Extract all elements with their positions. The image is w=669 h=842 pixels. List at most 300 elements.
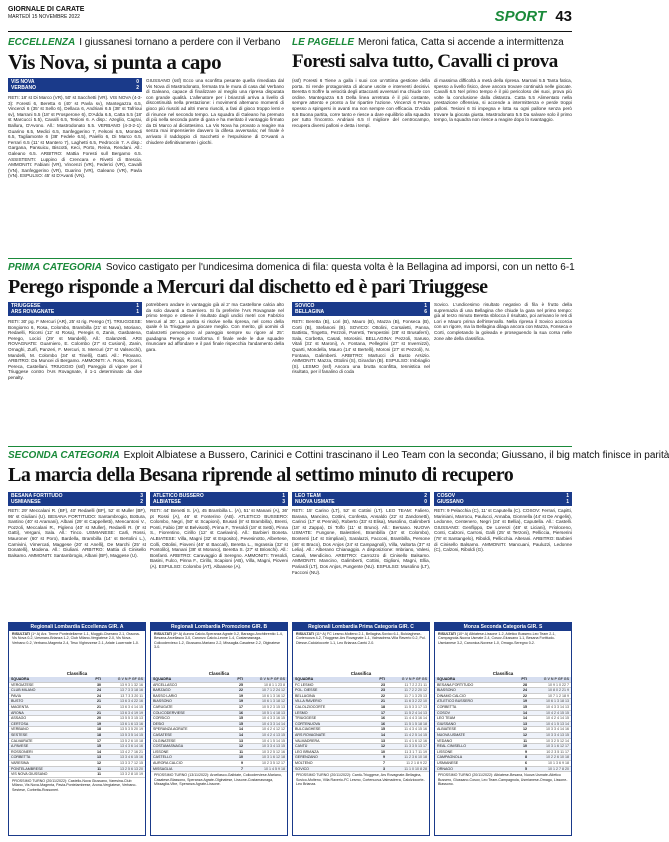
table-cell: 15 (97, 744, 101, 749)
table-cell: AURORA CALCIO (153, 760, 183, 765)
table-cell: 15 (239, 721, 243, 726)
table-cell: VARESINA (11, 760, 29, 765)
results-list: (11^ A) FC Lesmo-Molteno 2-1, Bellagina-Sovico 6-1, Bulciaghese-Cortenuova 4-2, Triuggese-Ars Rovagnate 1-1, Valmadrera-Villa Raverio 0-2, Pol. Diesse-Calolziocorte 1-1, Leo Brianza-Cantù 2-0. (296, 632, 426, 645)
table-cell: CERTOSA (11, 721, 29, 726)
table-cell: CASATESE (153, 732, 172, 737)
section-name: SPORT (494, 8, 546, 25)
table-cell: 10 3 1 6 12 18 (262, 755, 285, 760)
table-cell: 13 3 2 8 10 19 (120, 772, 143, 777)
art3-scorebox (8, 302, 142, 316)
table-cell: 10 8 0 2 21 9 (548, 688, 569, 693)
table-cell: COLICODERVIESE (153, 710, 185, 715)
team-goals: 2 (140, 499, 143, 505)
table-cell: 21 (97, 704, 101, 709)
score-row (11, 85, 139, 91)
table-cell: 10 3 1 6 12 17 (546, 744, 569, 749)
table-cell: BESANA FORTITUDO (437, 682, 474, 687)
table-cell: COSOV (437, 710, 450, 715)
table-cell: A.PAVESE (11, 744, 29, 749)
table-cell: ARONA (11, 710, 24, 715)
table-cell: 13 5 3 5 20 19 (120, 727, 143, 732)
table-cell: BIASSONO (153, 699, 172, 704)
standings-title: Monza Seconda Categoria GIR. S (435, 623, 571, 631)
table-cell: 12 (239, 744, 243, 749)
table-cell: 11 7 1 3 25 13 (404, 693, 427, 698)
team-goals: 1 (566, 499, 569, 505)
table-cell: TRIUGGESE (295, 716, 317, 721)
table-cell: 10 4 3 3 16 15 (262, 716, 285, 721)
table-cell: OLGINATESE (153, 738, 176, 743)
standings-title: Regionali Lombardia Prima Categoria GIR. C (293, 623, 429, 631)
header-cell: PTI (237, 677, 243, 681)
table-cell: 17 (239, 704, 243, 709)
table-cell: 10 (381, 749, 385, 754)
team-name: COSOV (437, 493, 456, 499)
art1-body: GIUSSANO (ssf) Ecco una sconfitta pesante quella rimediata dal Vis Nova di Mastrodonato, fermata tra le mura di casa dal Verbano di Galeano, capace di finalizzare al meglio una ripresa disputata con grande qualità. L'allenatore per i brianzoli arriva a livello di discontinuità nella prestazione: i movimenti alternano momenti di gioco più riusciti ad altri meno riusciti, a fasi di gioco troppo lenti e di rinunce nel secondo tempo. La squadra di Galeano ha premuto di più nella seconda parte di gara e ha meritato il vantaggio firmato da Di Marco al diciottesimo. La Vis Nova ha provato a reagire ma senza mai impensierire davvero la difesa avversaria; nel finale è arrivato il raddoppio di Sacchetti e l'espulsione di D'Avanti a chiudere definitivamente i giochi. (146, 78, 284, 145)
table-cell: 10 6 1 3 18 13 (546, 699, 569, 704)
art1-kicker (8, 37, 284, 49)
table-cell: 13 2 5 6 13 20 (120, 766, 143, 771)
table-cell: 10 4 2 4 15 15 (546, 710, 569, 715)
table-cell: 10 4 1 5 14 15 (262, 738, 285, 743)
table-cell: 3 (383, 766, 385, 771)
next-round-text: PROSSIMO TURNO (20/11/2022): Castello-Nova Giussano, Varesina-Club Milano, Vis Nova-Magenta, Pavia-Pontelambrese, Arona-Vergiatese, Verbano-Sestese, Corbetta-Rossoneri. (12, 778, 137, 792)
table-cell: 17 (381, 710, 385, 715)
table-cell: ORNAGO (437, 766, 453, 771)
standings-label: Classifica (492, 671, 514, 676)
mini-report-text: RETI: 9 Pelacchia (C), 11' st Caputella (C). COSOV: Ferrari, Capitti, Mariniani, Marrocu, Paulucci, Annaba, Gionnella (44' st De Angelis), Ledonne, Centenero, Negri (24' st Bellia), Caputella. All.: Castelli. GIUSSANO: Genflippo, De Lorenzi (48' st Liciani), Frioloceno, Conti, Calzoni, Carroni, Galli (25' st Terzoni), Pelliccia, Pierserini (78' st Santangelo), Riboldi, Pellicchia. Alterani. ARBITRO: Barbieri di Cinisello Balsamo. AMMONITI: Mancuani, Pauluzzi, Ledonne (C), Calzoni, Riboldi (G). (434, 508, 572, 553)
table-cell: ROSSONERI (11, 749, 33, 754)
team-goals: 0 (136, 79, 139, 85)
standings-box (434, 622, 572, 836)
table-cell: 10 3 3 4 13 15 (262, 744, 285, 749)
table-cell: 21 (97, 710, 101, 715)
mini-scorebox (292, 492, 430, 506)
table-cell: 28 (523, 682, 527, 687)
table-cell: 13 9 3 1 32 16 (120, 682, 143, 687)
table-cell: ASSAGO (11, 716, 27, 721)
table-cell: DESIO (153, 721, 165, 726)
table-cell: 10 8 1 1 23 8 (264, 682, 285, 687)
masthead (8, 6, 572, 32)
table-cell: LEO TEAM (437, 716, 456, 721)
header-cell: SQUADRA (153, 677, 172, 681)
table-cell: ARCELLASCO (153, 682, 178, 687)
table-cell: 9 (383, 755, 385, 760)
team-goals: 1 (282, 493, 285, 499)
table-cell: 15 (239, 716, 243, 721)
header-cell: G V N P GF GS (117, 677, 143, 681)
table-cell: BIASSONO (437, 688, 456, 693)
table-cell: 13 4 2 7 16 21 (120, 749, 143, 754)
table-cell: BELLAGINA (295, 693, 315, 698)
table-cell: 11 (97, 766, 101, 771)
table-cell: VEDANO (437, 738, 453, 743)
table-cell: 10 3 3 4 14 16 (546, 727, 569, 732)
table-cell: 15 (523, 704, 527, 709)
table-cell: 6 (525, 760, 527, 765)
table-cell: 12 (381, 744, 385, 749)
table-cell: 10 7 1 2 24 12 (262, 688, 285, 693)
standings-table (9, 677, 145, 778)
table-cell: 13 6 3 4 19 19 (120, 710, 143, 715)
table-cell: 9 (241, 760, 243, 765)
team-name: LEO TEAM (295, 493, 321, 499)
standings-title: Regionali Lombardia Promozione GIR. B (151, 623, 287, 631)
table-cell: MAGENTA (11, 704, 29, 709)
table-cell: 10 4 2 4 14 15 (546, 716, 569, 721)
standings-table (435, 677, 571, 772)
table-cell: 19 (97, 721, 101, 726)
team-name: BELLAGINA (295, 309, 325, 315)
header-cell: PTI (521, 677, 527, 681)
table-cell: 16 (381, 716, 385, 721)
results-text (293, 631, 429, 671)
table-cell: 10 9 1 0 22 7 (548, 682, 569, 687)
score-row (295, 499, 427, 505)
table-cell: CLUB MILANO (11, 688, 36, 693)
results-label: RISULTATI (438, 632, 456, 636)
table-cell: 7 (383, 760, 385, 765)
table-cell: 16 (239, 710, 243, 715)
art1-headline: Vis Nova, si punta a capo (8, 50, 222, 74)
table-cell: 19 (239, 699, 243, 704)
table-cell: 24 (97, 688, 101, 693)
table-cell: 10 4 3 3 14 14 (262, 721, 285, 726)
art2-body-col1: (ssf) Foresti 6 Tiene a galla i suoi con un'ottima gestione della porta. Si rende protagonista di alcune uscite e interventi decisivi. Beretta 6 Soffre la velocità degli attaccanti avversari ma chiude con ordine. Mantegazza 6.5 Della linea arretrata è il più costante, sempre attento e pronto a far ripartire l'azione. Vincenzi 6 Prova spesso a spingersi in avanti ma non sempre con efficacia. D'Adda 6.5 Buona partita, corre tanto e riesce a dare equilibrio alla squadra per tutto l'incontro. Andriani 6.5 Il migliore del centrocampo, recupera diversi palloni e detta i tempi. (292, 78, 430, 128)
score-row (437, 499, 569, 505)
standings-label: Classifica (350, 671, 372, 676)
table-cell: ALBIATESE (437, 727, 457, 732)
table-cell: 10 (239, 755, 243, 760)
table-cell: 13 6 3 4 22 16 (120, 699, 143, 704)
table-cell: 11 1 0 10 8 28 (404, 766, 427, 771)
table-cell: 13 7 3 3 20 11 (120, 693, 143, 698)
header-cell: PTI (379, 677, 385, 681)
mini-scorebox (150, 492, 288, 506)
table-cell: CORBETTA (437, 704, 457, 709)
art2-subtitle: Meroni fatica, Catta si accende a intermittenza (358, 37, 564, 48)
table-cell: CALVAIRATE (11, 738, 33, 743)
table-cell: LISSONE (437, 749, 453, 754)
team-goals: 2 (136, 85, 139, 91)
results-list: (1^ A) Arz. Terme Pontedellarme 1-1, Muggiò-Ciserano 2-1, Ossona-Vis Nova 0-2, Uesmaro-Brianza 1-2, Club Milano-Vergiatese 2-0, Vis Nova-Verbano 0-2, Verbano-Magenta 2-4, Teso Vighezzese 2-1, Arlate Lucernate 1-0. (12, 632, 140, 645)
team-name: TRIUGGESE (11, 303, 41, 309)
score-row (11, 499, 143, 505)
table-cell: 22 (523, 693, 527, 698)
standings-title: Regionali Lombardia Eccellenza GIR. A (9, 623, 145, 631)
table-cell: ARS ROVAGNATE (295, 732, 326, 737)
table-cell: CORBETTA (11, 755, 31, 760)
team-name: BESANA FORTITUDO (11, 493, 63, 499)
table-cell: SOVICO (295, 766, 309, 771)
table-cell: 9 (525, 749, 527, 754)
team-goals: 6 (424, 309, 427, 315)
table-cell: 11 2 3 6 10 18 (404, 755, 427, 760)
table-cell: CORTENUOVA (295, 721, 321, 726)
table-cell: 11 5 2 4 14 13 (404, 710, 427, 715)
table-cell: 11 (239, 749, 243, 754)
sec-headline: La marcia della Besana riprende al settimo minuto di recupero (8, 464, 514, 486)
table-cell: LISSONE (153, 749, 169, 754)
standings-label: Classifica (208, 671, 230, 676)
table-cell: 24 (97, 693, 101, 698)
sec-kicker-label: SECONDA CATEGORIA (8, 450, 120, 461)
table-cell: 11 (523, 738, 527, 743)
table-cell: 10 4 2 4 12 12 (262, 727, 285, 732)
table-cell: 19 (523, 699, 527, 704)
team-goals: 1 (136, 309, 139, 315)
team-name: ARS ROVAGNATE (11, 309, 55, 315)
team-goals: 2 (424, 493, 427, 499)
table-cell: 8 (525, 755, 527, 760)
table-cell: 14 (381, 732, 385, 737)
table-cell: 13 (239, 738, 243, 743)
table-cell: FC LESMO (295, 682, 314, 687)
strip-headline: Perego risponde a Mercuri dal dischetto ed è pari Triuggese (8, 276, 488, 298)
table-cell: VIS NOVA GIUSSANO (11, 772, 48, 777)
table-cell: 12 (523, 727, 527, 732)
table-cell: 14 (239, 732, 243, 737)
header-cell: G V N P GF GS (543, 677, 569, 681)
score-row (153, 499, 285, 505)
table-cell: 11 4 3 4 15 16 (404, 727, 427, 732)
table-cell: 11 6 3 2 22 10 (404, 699, 427, 704)
table-cell: 18 (97, 727, 101, 732)
table-cell: 13 (523, 721, 527, 726)
standings-box (150, 622, 288, 836)
sec-subtitle: Exploit Albiatese a Bussero, Carinici e Cottini trascinano il Leo Team con la seconda; Giussano, il big match finisce in parità (123, 450, 669, 461)
standings-table (151, 677, 287, 772)
next-round-text: PROSSIMO TURNO (20/11/2022): Albiatese-Besana, Nuova Usmate-Atletico Bussero, Giussano-Cosov, Leo Team-Campagnola, Usmianese-Ornago, Lissone-Biassono. (438, 773, 568, 786)
art2-kicker-label: LE PAGELLE (292, 37, 355, 48)
table-cell: 22 (239, 688, 243, 693)
table-cell: REAL CINISELLO (437, 744, 467, 749)
divider (8, 258, 572, 259)
table-cell: 13 5 5 3 15 13 (120, 716, 143, 721)
art1-lineups: RETI: 18' st Di Marco (VR), 50' st Sacchetti (VR). VIS NOVA (4-3-3): Foresti 6, Beretta 6 (40' st Pavla sv), Mantegazza 6.5, Vincenzi 6 (35' st Sello 6), Dellaca 6, Andriani 6.5 (38' st Tafrioui sv), Marrani 5.5 (18' st Prosperone 6), D'Adda 6.5, Catta 5.5 (18' st Marcucci 5.5), Cavalli 6.5, Tesioni 6. A disp.: Azeglio, Cagrai, Ballura, D'Avono. All.: Mastrodonato 5.5. VERBANO (4-3-2-1): Guarino 6.5, Medici 6.5, Sanfeggerino 7, Felsoni 6.5, Montedi 6.5, Tagliamonte 6 (38' Fedele 6.5), Paiello 6, Di Marco 6.5, Ferrari 6.5 (11' st Mantero 7), Laghetti 6.5, Pedroccin 7. A disp.: Gargana, Pansuicu, Biscotti, Keci, Porto, Reina, Rendani. All.: Galeano 6.5. ARBITRO: Mattia Foresti sull Bergamo 6.5. ASSISTENTI: Luppino di Crencara e Rivetti di Brescia. AMMONITI: Fabiani (VR), Vincenzi (VR), Federici (VR), Cavalli (VN), Sanfeggerino (VR), Guarino (VR), Galeano (VR), Pavla (VN). ESPULSO: 45' st D'Avanti (VN). (8, 95, 142, 179)
table-cell: 11 7 2 2 21 11 (404, 682, 427, 687)
table-cell: POL. DIESSE (295, 688, 318, 693)
table-cell: 11 3 3 5 13 17 (404, 744, 427, 749)
table-cell: MISSAGLIA (153, 766, 173, 771)
table-cell: 14 (523, 710, 527, 715)
mini-scorebox (434, 492, 572, 506)
table-cell: GERENZANO (295, 755, 318, 760)
table-cell: 13 4 3 6 14 16 (120, 744, 143, 749)
header-cell: G V N P GF GS (259, 677, 285, 681)
table-cell: 13 (381, 738, 385, 743)
art2-headline: Foresti salva tutto, Cavalli ci prova (292, 51, 558, 72)
table-cell: 10 4 3 3 14 13 (546, 704, 569, 709)
results-list: (10^ A) Albiatese-Lissone 1-2, Atletico Bussero-Leo Team 2-1, Campagnola-Nuova Usmate 2-4, Cosov-Giussano 1-1, Besana Fortitudo-Usmianese 3-2, Canonica-Novese 1-0, Ornago-Seregno 0-2. (438, 632, 556, 645)
table-cell: 10 2 3 5 12 17 (262, 760, 285, 765)
table-cell: CALOLZIOCORTE (295, 704, 326, 709)
table-cell: DINAMO CALCIO (437, 693, 466, 698)
standings-box (292, 622, 430, 836)
table-cell: VERGIATESE (11, 682, 34, 687)
team-name: SOVICO (295, 303, 315, 309)
page-number: 43 (555, 8, 572, 25)
header-cell: SQUADRA (437, 677, 456, 681)
results-list: (8^ A) Aurora Calcio-Speranza Agrate 0-2, Barzago-Anchibrentio 1-4, Besana-Arcellasco 3-0, Caronzo Calcio-Leone 1-4, Costamasnaga-Colicodervieso 1-2, Giussano-Mariano 2-2, Missaglia-Casatese 2-2, Olginatese 3-0. (154, 632, 283, 650)
table-cell: CANTÙ (295, 744, 308, 749)
table-cell: 10 5 1 4 18 13 (262, 710, 285, 715)
mini-report-text: RETI: 29' Meccalani R. (BF), 40' Redaelli (BF), 52' st Muller (BF), 95' st Giuliani (U). BESANA FORTITUDO: Santambrogio, Bottura, Santino (40' st Aramani), Albani (29' st Cappelletti), Mencantoni V., Pozzoli, Meccalani R., Pigleno (40' st Muller), Redaelli R. (8' st Gatti), Vergani, Sala. All.: Tinco. USMIANESE: Carli, Rossi, Mauroner (60' st Poro), Bardella, Brambilla (14' st Bertolini L.), Carnivini, Vimercati, Maggese (20' st Anelli), De Marchi (25' st Donatelli), Modena. All.: Giuliani. ARBITRO: Mattia di Cinisello Balsamo. AMMONITI: Santambrogio, Albani (BF), Maggese (U). (8, 508, 146, 558)
strip-kicker (8, 262, 575, 274)
table-cell: 12 (97, 760, 101, 765)
table-cell: 20 (97, 716, 101, 721)
table-cell: 15 (381, 727, 385, 732)
header-cell: G V N P GF GS (401, 677, 427, 681)
table-cell: BUSTO (11, 699, 24, 704)
team-goals: 1 (566, 493, 569, 499)
results-label: RISULTATI (296, 632, 314, 636)
team-name: ALBIATESE (153, 499, 181, 505)
table-cell: 10 1 2 7 8 20 (548, 766, 569, 771)
table-cell: GIUSSANO (437, 721, 456, 726)
next-round-text: PROSSIMO TURNO (20/11/2022): Cantù-Triuggese, Ars Rovagnate-Bellagina, Sovico-Molteno, Villa Raverio-FC Lesmo, Cortenuova-Valmadrera, Calolziocorte-Leo Brianza. (296, 773, 425, 786)
table-cell: 18 (97, 732, 101, 737)
results-text (435, 631, 571, 671)
team-name: GIUSSANO (437, 499, 464, 505)
table-cell: 10 3 2 5 12 16 (262, 749, 285, 754)
table-cell: NUOVA USMATE (437, 732, 466, 737)
results-label: RISULTATI (154, 632, 172, 636)
standings-table (293, 677, 429, 772)
team-goals: 1 (424, 303, 427, 309)
art1-scorebox (8, 78, 142, 92)
table-cell: VILLA RAVERIO (295, 699, 322, 704)
strip-kicker-label: PRIMA CATEGORIA (8, 262, 102, 273)
table-cell: COSTAMASNAGA (153, 744, 184, 749)
table-cell: 13 3 4 6 15 16 (120, 755, 143, 760)
mini-report-text: RETI: 44' Benetti S. (A), 45 Brambilla L. (A), 51' st Manani (A), 36' pt Rossi (A), 46' st Fonterino (AB). ATLETICO BUSSERO: Colombo, Negri, (50' st Scapioni), Brusati (8' st Brambilla), Brenti, Ponti, Fabio (39' st Belvisotti), Prima F., Tresoldi (18' st Setti), Pinna S., Fiorentino, Cirillo (12' st Caelavini). All.: Barbieri Boneta. ALBIATESE: Villa, Magni (32' st Esposito), Pevesinotto, Albertese, Colli, Ottolini, Pioveni (46' st Baccali), Beretta L., Ingrassia (32' st Pontolilo), Manani (38' st Morano), Beretta S. (27' st Brioschi). All.: Bonfanti. ARBITRO: Caravaggio di Seregno. AMMONITI: Tresoldi, Basini, Fulco, Pinna F., Cirillo, Scapioni (AB), Villa, Magni, Pioveni (A). ESPULSO: Colombo (AT), Albanese (A). (150, 508, 288, 569)
art3-lineups: RETI: 30' pg. F Mercuri (AR), 25' st rig. Perego (T). TRIUGGESE: Bongiorno 6, Rosa, Colombo, Brambilla (21' st Nava), Moriano, Redaelli, Ricorsi (12' st Rosa), Peregis 6, Zanin, Gasbatena, Perego, Locici (29' st Mandelli). All.: Galanzetti. ARS ROVAGNATE: Guarniero, E. Colombo (27' st Cusioni), Zanin, Ornaghi, Zurfi, Panzeri, F. Mercuri, S. Mercuri (27' st Valsecchi), Mandelli, M. Colombo (34' st Tinelli), Gatti. All.: Pirovano. ARBITRO: Da Muncei di Bergamo. AMMONITI: A. Rosa, Ricorsi, Pereca, Castellani. TRIUGGIO (ssf) Pareggio di vigore per il Triuggese contro l'Ars Rovagnate, il 1-1 determinato da due penalty. (8, 319, 142, 380)
table-cell: 11 3 1 7 11 19 (404, 749, 427, 754)
table-cell: VERBANO (11, 727, 29, 732)
art2-kicker (292, 37, 572, 49)
table-cell: SPERANZA AGRATE (153, 727, 188, 732)
table-cell: 10 1 4 5 9 18 (264, 766, 285, 771)
table-cell: CASTELLO (153, 755, 172, 760)
standings-label: Classifica (66, 671, 88, 676)
table-cell: 10 5 2 3 15 13 (262, 704, 285, 709)
art4-body: Sovico. L'undicesimo risultato negativo di fila è frutto della supremazia di una Bellagina che chiude la gara nel primo tempo: già al terzo minuto Beretta sblocca il risultato, poi arrivano le reti di Lori e Mauro prima dell'intervallo. Nella ripresa il Sovico accorcia con un rigore, ma la Bellagina dilaga ancora con Mazza, Fonseca e Corti, completando la goleada e proseguendo la sua corsa nelle zone alte della classifica. (434, 302, 572, 341)
score-row (295, 309, 427, 315)
next-round-text: PROSSIMO TURNO (13/11/2022): Arcellasco-Galbiate, Colicoderviese-Mariano, Casatese-Biassono, Speranza Agrate-Olginatese, Lissone-Costamasnaga, Missaglia-Vibe, Speranza Agrate-Lissone. (154, 773, 282, 786)
table-cell: 21 (97, 699, 101, 704)
table-cell: 24 (523, 688, 527, 693)
table-cell: 13 6 3 4 14 15 (120, 704, 143, 709)
table-cell: 23 (381, 682, 385, 687)
table-cell: 25 (239, 682, 243, 687)
sec-kicker (8, 450, 669, 462)
strip-subtitle: Sovico castigato per l'undicesima domenica di fila: questa volta è la Bellagina ad imporsi, con un netto 6-1 (105, 262, 575, 273)
table-cell: 11 4 4 3 16 14 (404, 716, 427, 721)
table-cell: 13 (97, 755, 101, 760)
team-name: VERBANO (11, 85, 37, 91)
table-cell: 22 (381, 693, 385, 698)
team-name: ATLETICO BUSSERO (153, 493, 204, 499)
table-cell: 18 (381, 704, 385, 709)
table-cell: 19 (239, 693, 243, 698)
table-cell: 21 (381, 699, 385, 704)
table-cell: 13 5 2 6 10 18 (120, 738, 143, 743)
table-cell: 11 2 1 8 9 22 (406, 760, 427, 765)
team-goals: 3 (282, 499, 285, 505)
table-cell: BARZAGO (153, 688, 171, 693)
table-cell: 11 5 3 3 17 13 (404, 704, 427, 709)
results-text (9, 631, 145, 671)
table-cell: 14 (523, 716, 527, 721)
team-name: USMIANESE (11, 499, 41, 505)
table-cell: 23 (381, 688, 385, 693)
divider (8, 446, 572, 447)
table-cell: 16 (381, 721, 385, 726)
table-cell: VALMADRERA (295, 738, 320, 743)
table-cell: USMIANESE (437, 760, 459, 765)
table-cell: CORSICO (153, 716, 170, 721)
table-cell: 10 3 2 5 12 14 (546, 738, 569, 743)
standings-box (8, 622, 146, 836)
table-cell: BASSO LARIO (153, 693, 178, 698)
table-cell: MOLTENO (295, 760, 313, 765)
table-cell: 13 5 3 5 14 15 (120, 732, 143, 737)
table-cell: 10 6 1 3 16 12 (262, 693, 285, 698)
score-row (11, 309, 139, 315)
art4-lineups: RETI: Beretta (B), Lori (B), Mauro (B), Mazza (B), Fonseca (B), Corti (B), Stefanoni (B). SOVICO: Ottolini, Corsaletti, Panna, Battistu, Tingetto, Pezzoli, Parretti, Tempestini (28' st Brusaferri), Sala, Corbetta, Casati, Morosini. BELLAGINA: Pezzoli, Saruso, Vitali (31' st Maroni), A. Fontana, Pellegrini (27' st Invernizzi), Quarti, Mondella, Mauro (14' st Bertelli), Moroni (27' st Pezzoli), N. Fontana, Galimberti. ARBITRO: Martucci di Busto Arsizio. AMMONITI: Mazza, Ottolini (S), Girardon (B). ESPULSO: Imbriaglio (S). LESMO (ssf) Ancora una brutta sconfitta, tennistica nel risultato, per il fanalino di coda (292, 319, 430, 375)
table-cell: 13 7 3 3 18 16 (120, 688, 143, 693)
results-text (151, 631, 287, 671)
table-cell: 10 (523, 744, 527, 749)
results-label: RISULTATI (12, 632, 30, 636)
table-cell: 10 3 3 4 13 15 (546, 732, 569, 737)
table-cell: 10 7 1 2 18 9 (548, 693, 569, 698)
table-cell: 10 2 2 6 10 18 (546, 755, 569, 760)
table-cell: 11 4 1 6 12 16 (404, 738, 427, 743)
table-cell: 11 4 2 5 14 15 (404, 732, 427, 737)
table-cell: 10 4 2 4 13 15 (262, 732, 285, 737)
table-cell: 11 7 2 2 20 12 (404, 688, 427, 693)
team-goals: 1 (136, 303, 139, 309)
art2-body-col2: di massima difficoltà a metà della ripresa. Marrani 5.5 Tanta fatica, spesso a livello fisico, deve ancora trovare continuità nelle giocate. Cavalli 6.5 Nel primo tempo è il più pericoloso dei suoi, prova più volte la conclusione dalla distanza. Catta 5.5 Alimentato nella prestazione offensiva, si accende a intermittenza e perde troppi palloni. Tesioni 6 Si impegna e lotta su ogni pallone senza però trovare la giocata giusta. Mastrodonato 5.5 Da salvare solo il primo tempo, la squadra non riesce a reagire dopo lo svantaggio. (434, 78, 572, 123)
team-goals: 3 (140, 493, 143, 499)
table-cell: 10 2 3 5 11 17 (546, 749, 569, 754)
table-cell: 12 (523, 732, 527, 737)
table-cell: ATLETICO BUSSERO (437, 699, 473, 704)
table-cell: 5 (525, 766, 527, 771)
newspaper-name: GIORNALE DI CARATE (8, 6, 85, 13)
issue-date: MARTEDÌ 15 NOVEMBRE 2022 (8, 14, 80, 20)
table-cell: CARUGATE (153, 704, 173, 709)
table-cell: CAMPAGNOLA (437, 755, 463, 760)
table-cell: 30 (97, 682, 101, 687)
table-cell: LESMO (295, 710, 308, 715)
art3-body: potrebbero andare in vantaggio già al 2' ma Castellone calcia alto da solo davanti a Guerriero. Si fa preferire l'Ars Rovagnate nel primo tempo e ottiene il risultato dagli undici metri con Fabrizio Mercuri al 30'. La partita si risolve nella ripresa, nel corso della quale è la Triuggese a giocare meglio. Con merito, gli uomini di Galanzetti pervengono al pareggio sempre su rigore al 25': guadagna Perego e trasforma. Il finale vede le due squadre rinunciare ad affondare e il pari finale rispecchia l'andamento della gara. (146, 302, 284, 352)
team-name: NUOVA USMATE (295, 499, 335, 505)
art1-kicker-label: ECCELLENZA (8, 37, 76, 48)
table-cell: 13 3 3 7 12 15 (120, 760, 143, 765)
table-cell: 11 5 1 5 18 18 (404, 721, 427, 726)
team-name: VIS NOVA (11, 79, 35, 85)
mini-report-text: RETI: 15' Carino (LT), 52' st Cottini (LT). LEO TEAM: Faliero, Barana, Mancino, Cottini, Confesta, Ansaldo (22' st Zandonetti), Carinci (17' st Pennisi), Roberto (33' st Elisa), Musolino, Galimberti (18' st Zappa), Di Tolfo (11' st Bruno). All.: Bersano. NUOVA USMATE: Fungone, Balestrieri, Brambilla (34' st Colombo), Bontenti (14' st Simpliani), Saralazzi, Facconi, Brambilla, Persone (46' st Braco), Dos Anjos (24' st Campagnoli), Villa, Valtorta (37' st Lelia). All.: Alberano Chianaggio. A disposizione: Imbriano, Valesi, Canali, Mendicino. ARBITRO: Carrozzo di Cinisello Balsamo. AMMONITI: Mancino, Galimberti, Cottini, Giglioni, Magni, Ellia, Pariardi (LT), Dos Anjos, Pungente (NU). ESPULSO: Musolino (LT), Facconi (NU). (292, 508, 430, 575)
header-cell: SQUADRA (11, 677, 30, 681)
header-cell: PTI (95, 677, 101, 681)
table-cell: PONTELAMBRESE (11, 766, 43, 771)
table-cell: LEO BRIANZA (295, 749, 319, 754)
mini-scorebox (8, 492, 146, 506)
